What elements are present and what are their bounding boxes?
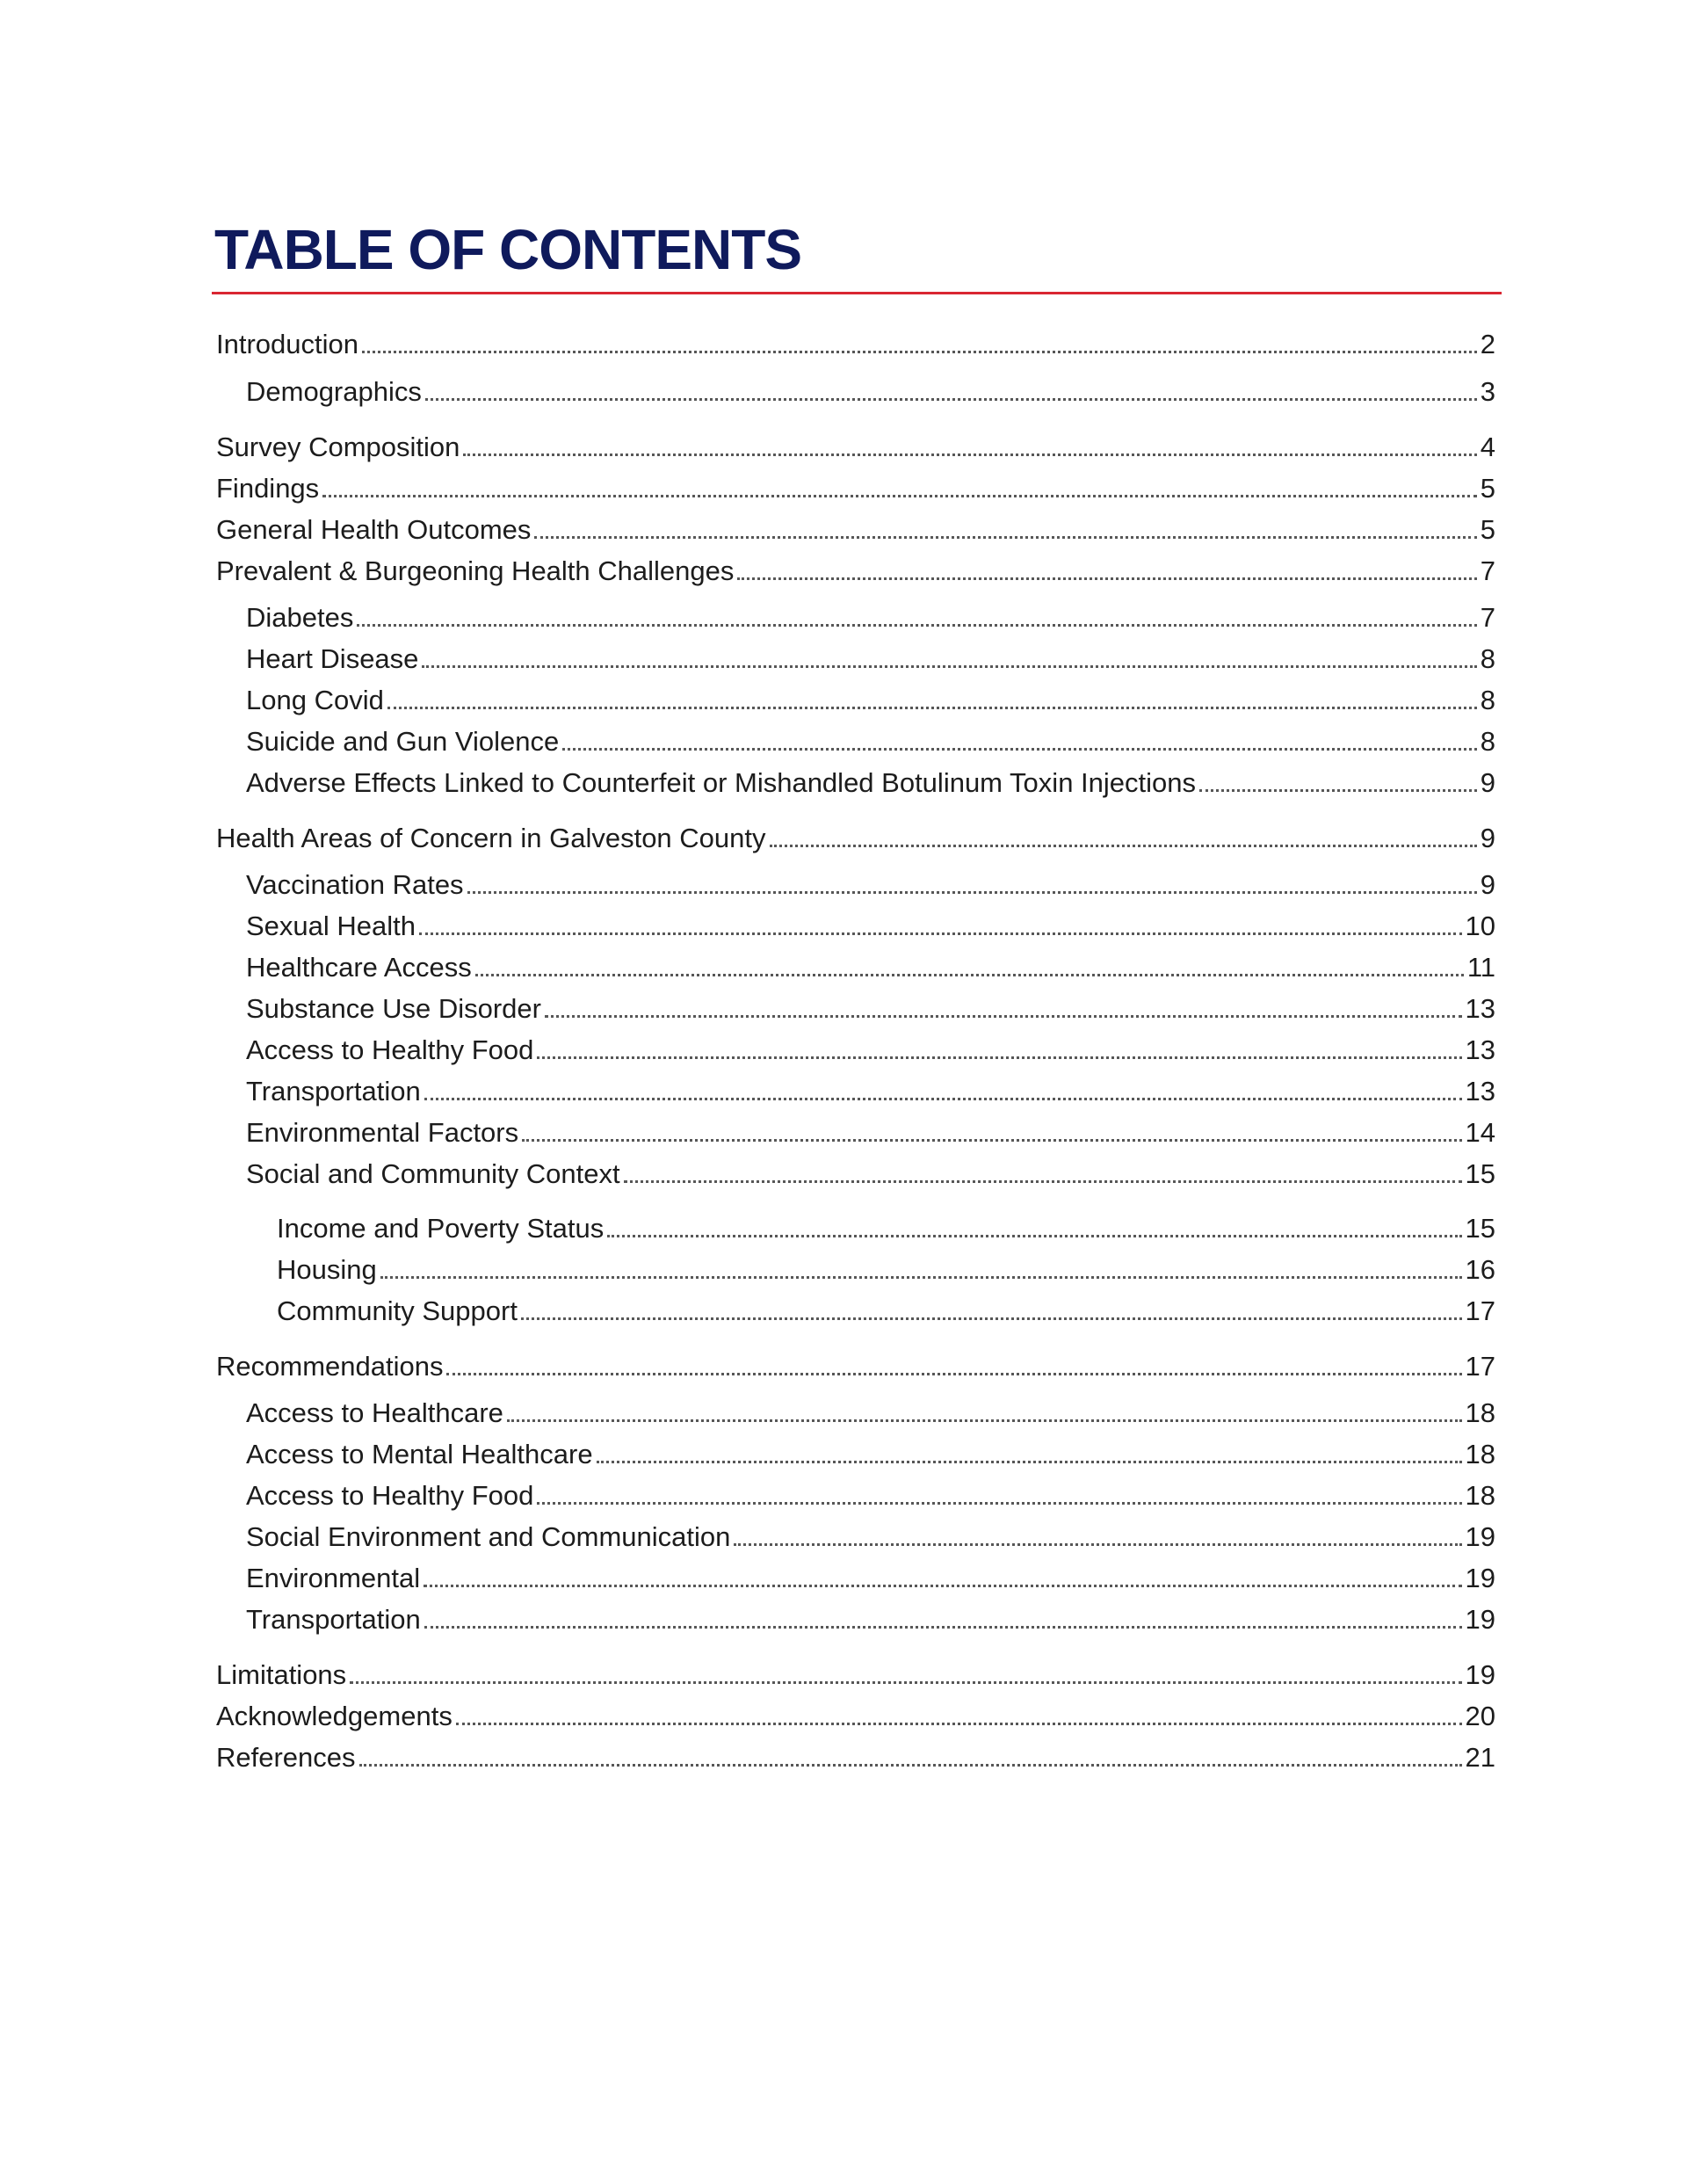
toc-entry-label: Recommendations bbox=[216, 1351, 444, 1382]
toc-entry-page: 19 bbox=[1465, 1563, 1495, 1593]
toc-entry-access-mental-healthcare[interactable] bbox=[246, 1437, 1495, 1472]
dot-leader bbox=[597, 1459, 1462, 1463]
toc-entry-references[interactable] bbox=[216, 1740, 1495, 1775]
dot-leader bbox=[424, 1096, 1462, 1100]
toc-entry-long-covid[interactable] bbox=[246, 683, 1495, 718]
toc-entry-page: 13 bbox=[1465, 1076, 1495, 1107]
toc-entry-page: 18 bbox=[1465, 1439, 1495, 1469]
toc-entry-access-healthy-food[interactable] bbox=[246, 1033, 1495, 1068]
toc-entry-label: Income and Poverty Status bbox=[277, 1213, 605, 1244]
toc-entry-page: 7 bbox=[1480, 602, 1495, 633]
toc-entry-diabetes[interactable] bbox=[246, 600, 1495, 635]
toc-entry-label: Transportation bbox=[246, 1604, 421, 1635]
dot-leader bbox=[350, 1680, 1461, 1684]
toc-entry-page: 18 bbox=[1465, 1397, 1495, 1428]
toc-entry-substance-use-disorder[interactable] bbox=[246, 991, 1495, 1027]
toc-entry-prevalent-health-challenges[interactable] bbox=[216, 554, 1495, 589]
toc-entry-label: Social Environment and Communication bbox=[246, 1521, 731, 1552]
toc-entry-label: Prevalent & Burgeoning Health Challenges bbox=[216, 555, 735, 586]
dot-leader bbox=[521, 1316, 1462, 1320]
toc-entry-page: 10 bbox=[1465, 911, 1495, 941]
dot-leader bbox=[624, 1179, 1462, 1183]
toc-entry-acknowledgements[interactable] bbox=[216, 1699, 1495, 1734]
toc-entry-housing[interactable] bbox=[277, 1252, 1495, 1288]
toc-entry-label: Healthcare Access bbox=[246, 952, 472, 983]
dot-leader bbox=[734, 1542, 1461, 1546]
dot-leader bbox=[357, 622, 1476, 627]
toc-entry-page: 15 bbox=[1465, 1158, 1495, 1189]
toc-entry-page: 19 bbox=[1465, 1521, 1495, 1552]
dot-leader bbox=[456, 1721, 1462, 1725]
toc-entry-page: 8 bbox=[1480, 643, 1495, 674]
toc-entry-heart-disease[interactable] bbox=[246, 642, 1495, 677]
toc-entry-label: Access to Healthcare bbox=[246, 1397, 503, 1428]
toc-entry-health-areas-of-concern[interactable] bbox=[216, 821, 1495, 856]
toc-entry-page: 17 bbox=[1465, 1351, 1495, 1382]
toc-entry-label: Diabetes bbox=[246, 602, 354, 633]
dot-leader bbox=[425, 396, 1477, 401]
dot-leader bbox=[467, 889, 1477, 894]
toc-entry-label: Introduction bbox=[216, 329, 358, 359]
toc-entry-page: 5 bbox=[1480, 473, 1495, 504]
toc-entry-botulinum-toxin[interactable] bbox=[246, 765, 1495, 801]
toc-entry-environmental-factors[interactable] bbox=[246, 1115, 1495, 1150]
toc-entry-label: Social and Community Context bbox=[246, 1158, 620, 1189]
toc-entry-rec-transportation[interactable] bbox=[246, 1602, 1495, 1637]
toc-entry-label: Survey Composition bbox=[216, 432, 460, 462]
toc-entry-label: Suicide and Gun Violence bbox=[246, 726, 560, 757]
toc-entry-page: 8 bbox=[1480, 726, 1495, 757]
toc-entry-general-health-outcomes[interactable] bbox=[216, 512, 1495, 548]
dot-leader bbox=[537, 1055, 1461, 1059]
dot-leader bbox=[463, 452, 1476, 456]
toc-entry-page: 17 bbox=[1465, 1295, 1495, 1326]
toc-entry-page: 19 bbox=[1465, 1604, 1495, 1635]
toc-entry-label: Vaccination Rates bbox=[246, 869, 464, 900]
toc-entry-income-poverty[interactable] bbox=[277, 1211, 1495, 1246]
toc-entry-social-community-context[interactable] bbox=[246, 1157, 1495, 1192]
dot-leader bbox=[446, 1371, 1461, 1375]
toc-entry-healthcare-access[interactable] bbox=[246, 950, 1495, 985]
dot-leader bbox=[380, 1274, 1462, 1279]
toc-entry-access-healthcare[interactable] bbox=[246, 1396, 1495, 1431]
toc-entry-label: Access to Healthy Food bbox=[246, 1034, 534, 1065]
dot-leader bbox=[419, 931, 1462, 935]
toc-entry-recommendations[interactable] bbox=[216, 1349, 1495, 1384]
dot-leader bbox=[737, 576, 1476, 580]
toc-entry-page: 21 bbox=[1465, 1742, 1495, 1773]
dot-leader bbox=[322, 493, 1477, 497]
toc-entry-page: 9 bbox=[1480, 767, 1495, 798]
toc-entry-page: 11 bbox=[1466, 952, 1495, 983]
dot-leader bbox=[1199, 787, 1477, 792]
dot-leader bbox=[359, 1762, 1462, 1767]
dot-leader bbox=[537, 1500, 1461, 1505]
toc-entry-demographics[interactable] bbox=[246, 374, 1495, 410]
toc-entry-label: References bbox=[216, 1742, 356, 1773]
toc-entry-page: 7 bbox=[1480, 555, 1495, 586]
dot-leader bbox=[522, 1137, 1461, 1142]
toc-entry-page: 15 bbox=[1465, 1213, 1495, 1244]
toc-entry-page: 18 bbox=[1465, 1480, 1495, 1511]
toc-entry-page: 13 bbox=[1465, 1034, 1495, 1065]
toc-entry-survey-composition[interactable] bbox=[216, 430, 1495, 465]
dot-leader bbox=[387, 705, 1477, 709]
toc-entry-limitations[interactable] bbox=[216, 1658, 1495, 1693]
toc-entry-label: Heart Disease bbox=[246, 643, 419, 674]
dot-leader bbox=[475, 972, 1464, 976]
toc-entry-label: Environmental bbox=[246, 1563, 421, 1593]
toc-entry-label: Findings bbox=[216, 473, 320, 504]
toc-entry-label: Long Covid bbox=[246, 685, 384, 715]
toc-entry-label: Access to Mental Healthcare bbox=[246, 1439, 593, 1469]
toc-entry-page: 9 bbox=[1480, 823, 1495, 853]
toc-entry-label: Sexual Health bbox=[246, 911, 416, 941]
toc-entry-page: 16 bbox=[1465, 1254, 1495, 1285]
dot-leader bbox=[607, 1233, 1461, 1237]
toc-entry-label: Substance Use Disorder bbox=[246, 993, 541, 1024]
toc-entry-label: Adverse Effects Linked to Counterfeit or Mishandled Botulinum Toxin Injections bbox=[246, 767, 1197, 798]
toc-entry-label: Transportation bbox=[246, 1076, 421, 1107]
toc-entry-page: 5 bbox=[1480, 514, 1495, 545]
toc-entry-community-support[interactable] bbox=[277, 1294, 1495, 1329]
toc-entry-label: General Health Outcomes bbox=[216, 514, 532, 545]
toc-entry-label: Acknowledgements bbox=[216, 1701, 453, 1731]
toc-entry-page: 20 bbox=[1465, 1701, 1495, 1731]
toc-entry-label: Access to Healthy Food bbox=[246, 1480, 534, 1511]
toc-entry-label: Demographics bbox=[246, 376, 422, 407]
dot-leader bbox=[534, 534, 1476, 539]
toc-entry-page: 3 bbox=[1480, 376, 1495, 407]
toc-entry-page: 14 bbox=[1465, 1117, 1495, 1148]
toc-entry-findings[interactable] bbox=[216, 471, 1495, 506]
toc-entry-page: 13 bbox=[1465, 993, 1495, 1024]
dot-leader bbox=[545, 1013, 1462, 1018]
toc-entry-page: 19 bbox=[1465, 1659, 1495, 1690]
toc-entry-label: Health Areas of Concern in Galveston County bbox=[216, 823, 766, 853]
dot-leader bbox=[424, 1624, 1462, 1629]
page-title: TABLE OF CONTENTS bbox=[214, 218, 801, 281]
toc-entry-transportation[interactable] bbox=[246, 1074, 1495, 1109]
toc-entry-label: Community Support bbox=[277, 1295, 518, 1326]
toc-entry-sexual-health[interactable] bbox=[246, 909, 1495, 944]
dot-leader bbox=[422, 664, 1476, 668]
toc-entry-social-environment[interactable] bbox=[246, 1520, 1495, 1555]
toc-entry-label: Environmental Factors bbox=[246, 1117, 519, 1148]
toc-entry-page: 2 bbox=[1480, 329, 1495, 359]
toc-entry-page: 4 bbox=[1480, 432, 1495, 462]
dot-leader bbox=[562, 746, 1477, 751]
toc-entry-page: 8 bbox=[1480, 685, 1495, 715]
toc-entry-label: Housing bbox=[277, 1254, 377, 1285]
toc-entry-vaccination-rates[interactable] bbox=[246, 867, 1495, 903]
dot-leader bbox=[424, 1583, 1461, 1587]
toc-entry-suicide-gun-violence[interactable] bbox=[246, 724, 1495, 759]
toc-entry-page: 9 bbox=[1480, 869, 1495, 900]
dot-leader bbox=[362, 349, 1477, 353]
toc-entry-rec-access-healthy-food[interactable] bbox=[246, 1478, 1495, 1513]
toc-entry-label: Limitations bbox=[216, 1659, 347, 1690]
dot-leader bbox=[770, 843, 1477, 847]
toc-entry-introduction[interactable] bbox=[216, 327, 1495, 362]
dot-leader bbox=[507, 1418, 1462, 1422]
toc-entry-environmental[interactable] bbox=[246, 1561, 1495, 1596]
